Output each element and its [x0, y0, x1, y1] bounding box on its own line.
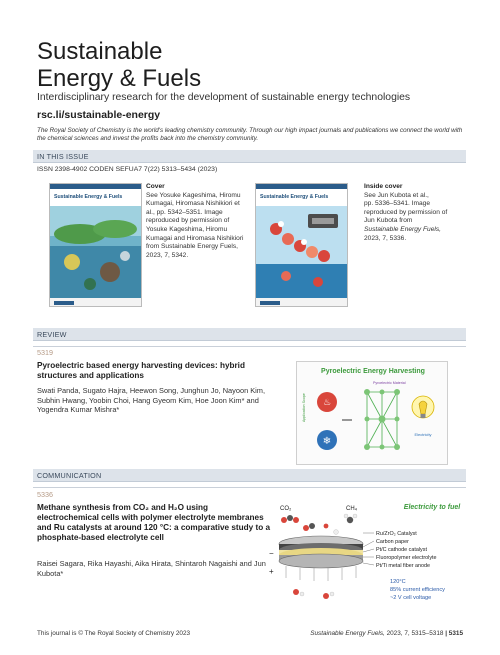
comm-graphic-minus: −	[269, 549, 274, 558]
inside-cover-image[interactable]	[255, 183, 348, 307]
review-article-title[interactable]: Pyroelectric based energy harvesting devices: hybrid structures and applications	[37, 361, 245, 380]
review-page-number: 5319	[37, 348, 53, 357]
comm-graphic-stat-3: ~2 V cell voltage	[390, 595, 432, 601]
review-article-authors: Swati Panda, Sugato Hajra, Heewon Song, Junghun Jo, Nayoon Kim, Subhin Hwang, Yoobin Choi, Hang Gyeom Kim, Hoe Joon Kim* and Yogendra Kumar Mishra*	[37, 386, 266, 415]
svg-text:❄: ❄	[322, 436, 332, 447]
footer-journal: Sustainable Energy Fuels,	[310, 630, 385, 637]
inside-cover-image-title: Sustainable Energy & Fuels	[260, 194, 329, 200]
review-graphic-title: Pyroelectric Energy Harvesting	[321, 368, 425, 375]
inside-cover-line4: Jun Kubota from	[364, 217, 413, 225]
comm-graphic-co2: CO₂	[280, 506, 292, 512]
cover-image-title-1: Sustainable Energy & Fuels	[54, 194, 123, 200]
cover-image[interactable]	[49, 183, 142, 307]
section-review: REVIEW	[33, 328, 466, 341]
review-rule	[33, 346, 466, 347]
journal-title-line2: Energy & Fuels	[37, 65, 202, 92]
review-graphical-abstract[interactable]	[296, 361, 448, 465]
comm-graphic-layer-4: Fluoropolymer electrolyte	[376, 555, 437, 561]
communication-page-number: 5336	[37, 490, 53, 499]
footer-volume: 2023, 7, 5315–5318	[384, 630, 444, 637]
comm-graphic-layer-2: Carbon paper	[376, 539, 409, 545]
comm-graphic-plus: +	[269, 567, 274, 576]
comm-graphic-stat-2: 85% current efficiency	[390, 587, 445, 593]
review-graphic-center-label: Pyroelectric Material	[373, 381, 406, 385]
inside-cover-line5: Sustainable Energy Fuels,	[364, 225, 441, 233]
comm-graphic-layer-3: Pt/C cathode catalyst	[376, 547, 427, 553]
comm-graphic-stat-1: 120°C	[390, 579, 406, 585]
inside-cover-heading: Inside cover	[364, 183, 403, 190]
footer-copyright: This journal is © The Royal Society of Chemistry 2023	[37, 630, 191, 637]
review-graphic-side-label: Application Scope	[302, 393, 306, 422]
comm-graphic-heading: Electricity to fuel	[403, 504, 461, 511]
journal-title	[37, 38, 201, 92]
communication-graphical-abstract[interactable]	[266, 496, 466, 620]
cover-description	[146, 183, 246, 260]
cover-heading: Cover	[146, 183, 165, 190]
issn-line: ISSN 2398-4902 CODEN SEFUA7 7(22) 5313–5434 (2023)	[37, 166, 218, 173]
inside-cover-line6: 2023, 7, 5336.	[364, 234, 407, 242]
svg-text:♨: ♨	[322, 398, 332, 408]
journal-url-link[interactable]: rsc.li/sustainable-energy	[37, 109, 161, 121]
journal-tagline: Interdisciplinary research for the development of sustainable energy technologies	[37, 92, 411, 103]
section-communication: COMMUNICATION	[33, 469, 466, 482]
inside-cover-description	[364, 183, 474, 243]
review-graphic-right-label: Electricity	[414, 432, 432, 437]
comm-graphic-layer-1: Ru/ZrO₂ Catalyst	[376, 531, 417, 537]
comm-graphic-ch4: CH₄	[346, 506, 358, 512]
footer-citation	[310, 630, 463, 637]
inside-cover-line1: See Jun Kubota et al.,	[364, 191, 429, 199]
communication-rule	[33, 487, 466, 488]
inside-cover-line3: reproduced by permission of	[364, 208, 448, 216]
communication-article-title[interactable]: Methane synthesis from CO₂ and H₂O using electrochemical cells with polymer electrolyte membranes and Ru catalysts at around 120 °C: a comparative study to a phosphate-based electrolyte cell	[37, 503, 271, 542]
section-in-this-issue: IN THIS ISSUE	[33, 150, 466, 163]
journal-title-line1: Sustainable	[37, 38, 163, 65]
comm-graphic-layer-5: Pt/Ti metal fiber anode	[376, 563, 431, 569]
footer-page-number: | 5315	[445, 630, 463, 637]
cover-text: See Yosuke Kageshima, Hiromu Kumagai, Hiromasa Nishikiori et al., pp. 5342–5351. Image reproduced by permission of Yosuke Kageshima, Hiromu Kumagai and Hiromasa Nishikiori from Sustainable Energy Fuels, 2023, 7, 5342.	[146, 191, 244, 259]
communication-article-authors: Raisei Sagara, Rika Hayashi, Aika Hirata, Shintaroh Nagaishi and Jun Kubota*	[37, 559, 266, 578]
inside-cover-line2: pp. 5336–5341. Image	[364, 200, 430, 208]
journal-intro: The Royal Society of Chemistry is the world's leading chemistry community. Through our high impact journals and publications we connect the world with the chemical sciences and invest the profits back into the chemistry community.	[37, 127, 463, 143]
